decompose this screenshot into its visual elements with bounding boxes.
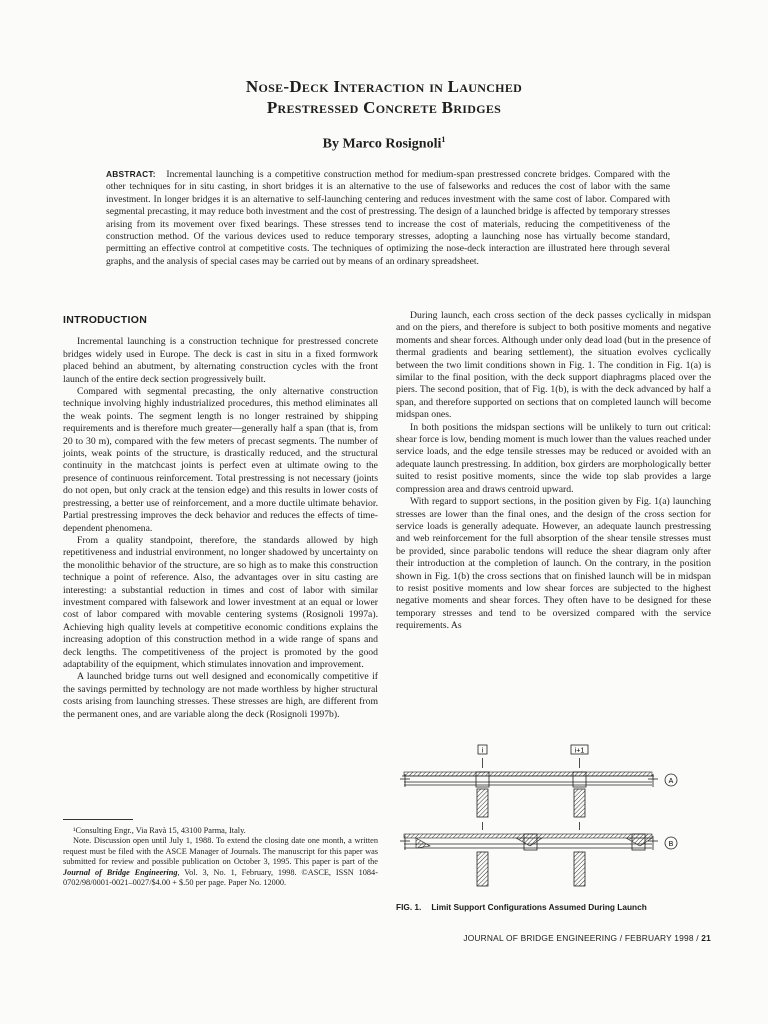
support-i-label: i	[481, 747, 484, 755]
figure-1-diagram	[396, 742, 711, 898]
footnote-rule	[63, 819, 133, 820]
abstract-label: ABSTRACT:	[106, 169, 156, 179]
configuration-a-label: A	[668, 778, 674, 785]
left-paragraph-3: From a quality standpoint, therefore, the standards allowed by high repetitiveness and industrial environment, no longer shadowed by uncertainty on the monolithic behavior of the structure, are so high as to make this construction technique a point of reference. Also, the advantages over in situ casting are interesting: a substantial reduction in times and cost of labor with similar investment compared with falsework and lower investment at an equal or lower cost of labor compared with movable centering systems (Rosignoli 1997a). Achieving high quality levels at competitive economic conditions explains the increasing adoption of this construction method in a wide range of spans and deck lengths. The competitiveness of the project is promoted by the good adaptability of the equipment, which stimulates innovation and improvement.	[63, 534, 378, 670]
right-paragraph-3: With regard to support sections, in the position given by Fig. 1(a) launching stresses are lower than the final ones, and the design of the cross section for service loads is generally adequate. However, an adequate launch prestressing and web reinforcement for the full absorption of the shear tensile stresses must be provided, since parabolic tendons will reduce the shear diagram only after their introduction at the completion of launch. On the contrary, in the position shown in Fig. 1(b) the cross sections that on finished launch will be in midspan to resist positive moments and low shear forces are subjected to the highest negative moments and shear forces. They often have to be designed for these temporary stresses and tend to be oversized compared with the service requirements. As	[396, 496, 711, 632]
right-paragraph-2: In both positions the midspan sections will be unlikely to turn out critical: shear force is low, bending moment is much lower than the values reached under service loads, and the edge tensile stresses may be reduced or avoided with an adequate launch prestressing. In addition, box girders are morphologically better suited to resist positive moments, since the wide top slab provides a large compression area and draws centroid upward.	[396, 421, 711, 495]
abstract	[106, 168, 670, 268]
page-number: 21	[701, 933, 711, 943]
left-paragraph-2: Compared with segmental precasting, the only alternative construction technique involving highly industrialized procedures, this method eliminates all the weak points. The segment length is no longer restrained by shipping requirements and is therefore much greater—generally half a span (that is, from 20 to 30 m), compared with the few meters of precast segments. The number of joints, weak points of the structure, is drastically reduced, and the structural continuity in the matchcast joints is perfect even at ultimate owing to the presence of continuous reinforcement. Total prestressing is not necessary (joints do not open, but only crack at the tension edge) and this results in lower costs of prestressing, a better use of reinforcement, and a more ductile ultimate behavior. Partial prestressing improves the deck behavior and reduces the effects of time-dependent phenomena.	[63, 386, 378, 534]
configuration-a	[400, 772, 658, 817]
right-paragraph-1: During launch, each cross section of the deck passes cyclically in midspan and on the piers, and therefore is subject to both positive moments and negative moments and shear forces. Although under only dead load (but in the presence of thermal gradients and bearing settlement), the situation evolves cyclically between the two limit conditions shown in Fig. 1. The condition in Fig. 1(a) is similar to the final position, with the deck support diaphragms placed over the piers. The second position, that of Fig. 1(b), is with the deck advanced by half a span, and therefore supported on sections that on completed launch will become midspan ones.	[396, 310, 711, 421]
footnote-note	[63, 836, 378, 888]
author-note-mark: 1	[441, 135, 446, 144]
caption-label: FIG. 1.	[396, 902, 422, 912]
footnotes	[63, 826, 378, 888]
support-i1-label: i+1	[574, 747, 585, 755]
left-column	[63, 310, 378, 721]
left-paragraph-1: Incremental launching is a construction technique for prestressed concrete bridges widely used in Europe. The deck is cast in situ in a fixed formwork placed behind an abutment, by alternating construction cycles with the front launch of the entire deck section progressively built.	[63, 336, 378, 385]
title-line-2: Prestressed Concrete Bridges	[266, 98, 502, 117]
section-heading-introduction: INTRODUCTION	[63, 314, 148, 326]
footnote-note-text-2: , Vol. 3, No. 1, February, 1998. ©ASCE, ISSN 1084-0702/98/0001-0021–0027/$4.00 + $.50 per page. Paper No. 12000.	[63, 867, 378, 888]
footnote-note-text: Note. Discussion open until July 1, 1988. To extend the closing date one month, a written request must be filed with the ASCE Manager of Journals. The manuscript for this paper was submitted for review and possible publication on October 3, 1995. This paper is part of the	[63, 836, 378, 867]
left-paragraph-4: A launched bridge turns out well designed and economically competitive if the savings permitted by technology are not made worthless by higher structural costs arising from launching stresses. These stresses are high, are different from the permanent ones, and are variable along the deck (Rosignoli 1997b).	[63, 671, 378, 720]
footnote-journal: Journal of Bridge Engineering	[63, 867, 178, 877]
configuration-b-label: B	[668, 841, 674, 848]
footer-journal: JOURNAL OF BRIDGE ENGINEERING / FEBRUARY 1998 /	[463, 933, 702, 943]
title-line-1: Nose-Deck Interaction in Launched	[245, 77, 523, 96]
page-footer	[420, 933, 711, 943]
abstract-text: Incremental launching is a competitive construction method for medium-span prestressed concrete bridges. Compared with the other techniques for in situ casting, in short bridges it is an alternative to the use of falseworks and reduces the cost of labor with the same investment. In longer bridges it is an alternative to self-launching centering and reduces investment with the same cost of labor. Compared with segmental precasting, it may reduce both investment and the cost of prestressing. The design of a launched bridge is affected by temporary stresses arising from its movement over fixed bearings. These stresses tend to increase the cost of materials, reducing the competitiveness of the construction method. Of the various devices used to reduce temporary stresses, adopting a launching nose has virtually become standard, permitting an effective control at competitive costs. The techniques of optimizing the nose-deck interaction are illustrated here through several graphs, and the analysis of special cases may be carried out by means of an ordinary spreadsheet.	[106, 169, 670, 267]
figure-1-caption	[396, 902, 711, 913]
figure-1	[396, 742, 711, 898]
caption-text: Limit Support Configurations Assumed During Launch	[431, 902, 647, 912]
right-column	[396, 310, 711, 633]
author-name: By Marco Rosignoli	[322, 136, 442, 152]
configuration-b	[400, 834, 658, 886]
author	[0, 135, 768, 153]
footnote-affiliation: ¹Consulting Engr., Via Ravà 15, 43100 Parma, Italy.	[73, 826, 246, 835]
